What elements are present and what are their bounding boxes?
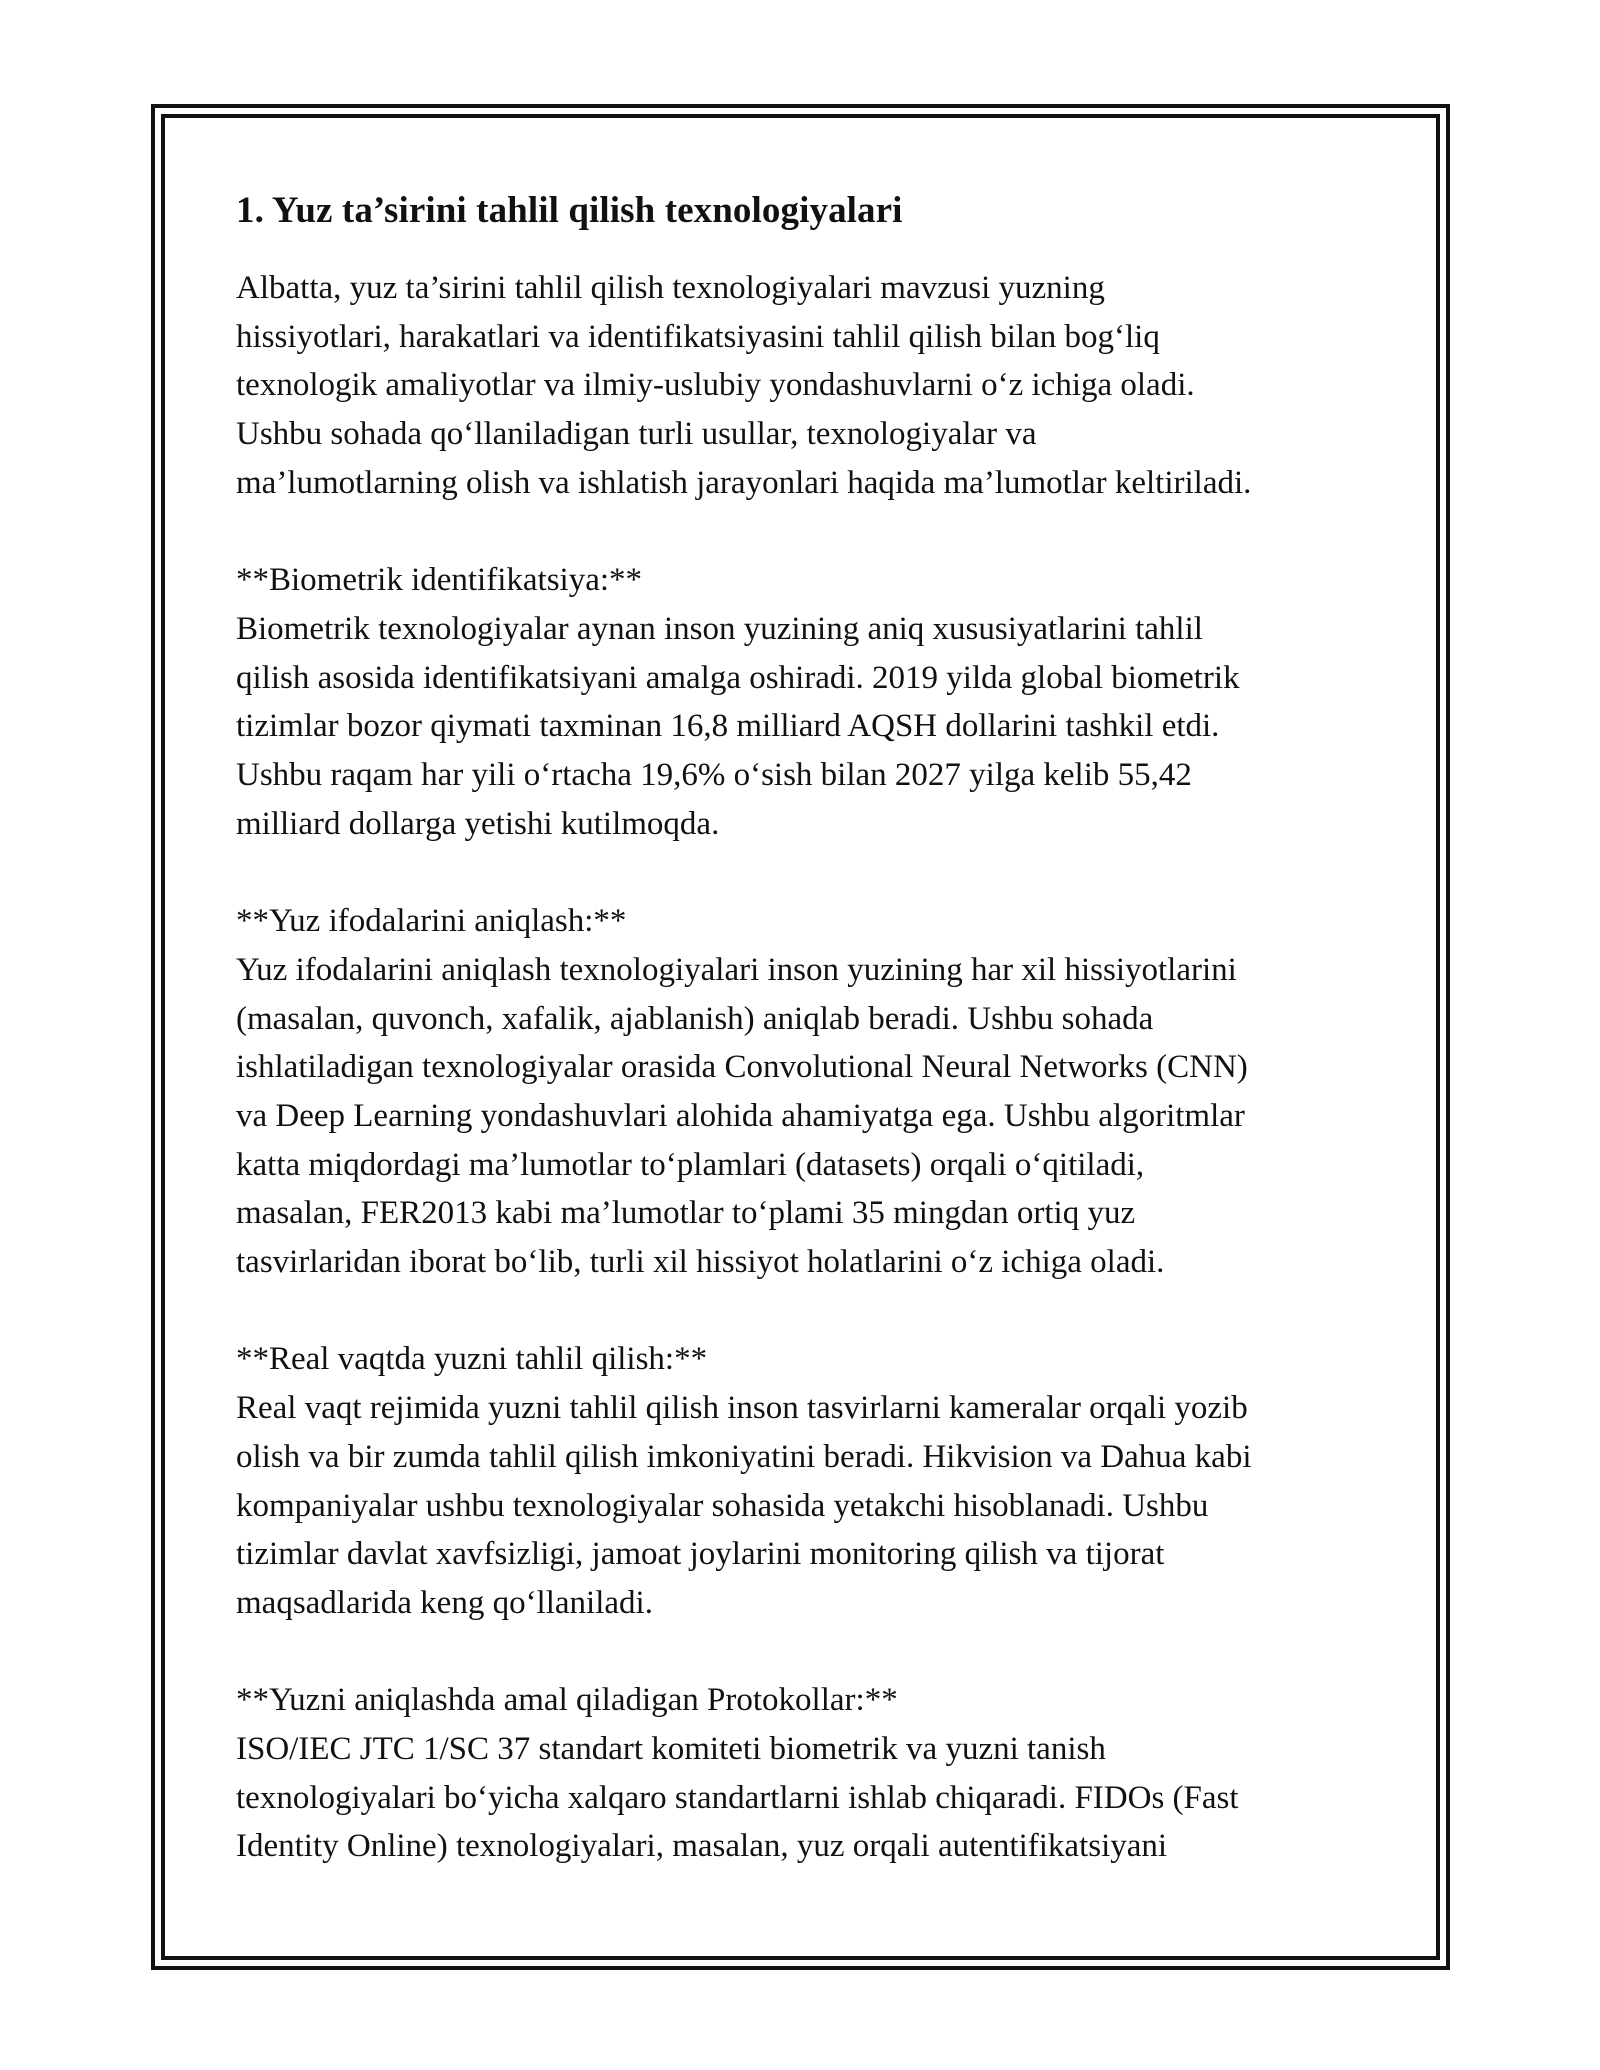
text-line: masalan, FER2013 kabi ma’lumotlar to‘plami 35 mingdan ortiq yuz — [236, 1195, 1136, 1232]
text-line: ISO/IEC JTC 1/SC 37 standart komiteti biometrik va yuzni tanish — [236, 1731, 1106, 1768]
text-line: kompaniyalar ushbu texnologiyalar sohasida yetakchi hisoblanadi. Ushbu — [236, 1487, 1209, 1524]
section-heading: 1. Yuz ta’sirini tahlil qilish texnologiyalari — [236, 190, 903, 231]
text-line: va Deep Learning yondashuvlari alohida ahamiyatga ega. Ushbu algoritmlar — [236, 1097, 1245, 1134]
biometric-section — [236, 556, 1386, 848]
text-line: milliard dollarga yetishi kutilmoqda. — [236, 805, 720, 842]
subsection-title: **Real vaqtda yuzni tahlil qilish:** — [236, 1341, 708, 1378]
text-line: texnologik amaliyotlar va ilmiy-uslubiy yondashuvlarni o‘z ichiga oladi. — [236, 367, 1195, 404]
protocols-section — [236, 1676, 1386, 1871]
document-body — [236, 188, 1386, 1871]
text-line: Albatta, yuz ta’sirini tahlil qilish texnologiyalari mavzusi yuzning — [236, 270, 1105, 306]
subsection-title: **Yuz ifodalarini aniqlash:** — [236, 903, 627, 940]
text-line: Ushbu sohada qo‘llaniladigan turli usullar, texnologiyalar va — [236, 416, 1037, 453]
text-line: Biometrik texnologiyalar aynan inson yuzining aniq xususiyatlarini tahlil — [236, 610, 1203, 647]
subsection-title: **Yuzni aniqlashda amal qiladigan Protokollar:** — [236, 1682, 898, 1719]
text-line: Yuz ifodalarini aniqlash texnologiyalari inson yuzining har xil hissiyotlarini — [236, 951, 1237, 988]
text-line: tasvirlaridan iborat bo‘lib, turli xil hissiyot holatlarini o‘z ichiga oladi. — [236, 1244, 1165, 1281]
text-line: texnologiyalari bo‘yicha xalqaro standartlarni ishlab chiqaradi. FIDOs (Fast — [236, 1779, 1239, 1816]
text-line: tizimlar bozor qiymati taxminan 16,8 milliard AQSH dollarini tashkil etdi. — [236, 708, 1220, 745]
text-line: olish va bir zumda tahlil qilish imkoniyatini beradi. Hikvision va Dahua kabi — [236, 1438, 1252, 1475]
text-line: maqsadlarida keng qo‘llaniladi. — [236, 1584, 653, 1621]
text-line: katta miqdordagi ma’lumotlar to‘plamlari (datasets) orqali o‘qitiladi, — [236, 1146, 1145, 1183]
subsection-title: **Biometrik identifikatsiya:** — [236, 562, 643, 599]
text-line: Identity Online) texnologiyalari, masalan, yuz orqali autentifikatsiyani — [236, 1828, 1168, 1865]
text-line: qilish asosida identifikatsiyani amalga oshiradi. 2019 yilda global biometrik — [236, 659, 1240, 696]
realtime-section — [236, 1335, 1386, 1627]
expression-section — [236, 897, 1386, 1287]
text-line: (masalan, quvonch, xafalik, ajablanish) aniqlab beradi. Ushbu sohada — [236, 1000, 1154, 1037]
text-line: Ushbu raqam har yili o‘rtacha 19,6% o‘sish bilan 2027 yilga kelib 55,42 — [236, 757, 1192, 794]
intro-paragraph — [236, 264, 1386, 508]
text-line: ishlatiladigan texnologiyalar orasida Convolutional Neural Networks (CNN) — [236, 1049, 1248, 1086]
text-line: Real vaqt rejimida yuzni tahlil qilish inson tasvirlarni kameralar orqali yozib — [236, 1390, 1248, 1427]
text-line: ma’lumotlarning olish va ishlatish jarayonlari haqida ma’lumotlar keltiriladi. — [236, 464, 1252, 501]
text-line: tizimlar davlat xavfsizligi, jamoat joylarini monitoring qilish va tijorat — [236, 1536, 1165, 1573]
text-line: hissiyotlari, harakatlari va identifikatsiyasini tahlil qilish bilan bog‘liq — [236, 318, 1160, 355]
